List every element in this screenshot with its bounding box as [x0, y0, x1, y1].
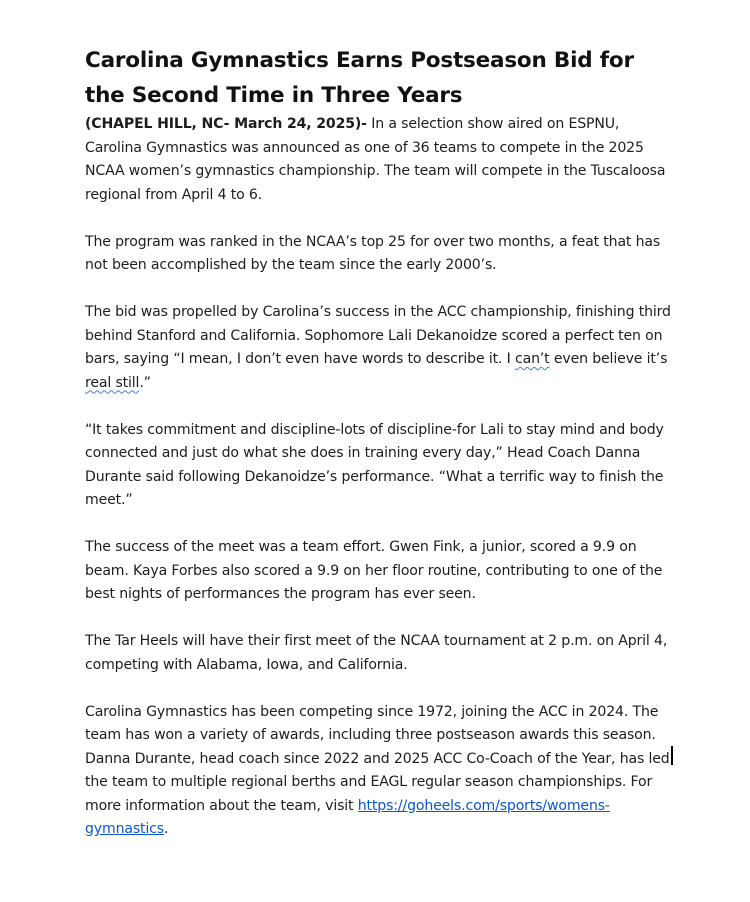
- paragraph-tournament: The Tar Heels will have their first meet of the NCAA tournament at 2 p.m. on April 4, competing with Alabama, Iowa, and California.: [85, 633, 668, 673]
- spellcheck-real-still[interactable]: real still: [85, 374, 140, 391]
- acc-text-b: even believe it’s: [549, 351, 668, 367]
- acc-text-c: .”: [139, 374, 151, 391]
- text-cursor: [671, 746, 673, 765]
- spellcheck-cant[interactable]: can’t: [514, 351, 550, 367]
- team-website-link[interactable]: https://goheels.com/sports/womens-gymnastics: [85, 797, 610, 837]
- paragraph-intro: [85, 113, 675, 207]
- paragraph-ranking: The program was ranked in the NCAA’s top 25 for over two months, a feat that has not been accomplished by the team since the early 2000’s.: [85, 233, 661, 273]
- acc-text-a: The bid was propelled by Carolina’s success in the ACC championship, finishing third behind Stanford and California. Sophomore Lali Dekanoidze scored a perfect ten on bars, saying “I mean, I don’t even have words to describe it. I: [85, 304, 671, 367]
- history-text: Carolina Gymnastics has been competing since 1972, joining the ACC in 2024. The team has won a variety of awards, including three postseason awards this season. Danna Durante, head coach since 2022 and 2025 ACC Co-Coach of the Year, has led the team to multiple regional berths and EAGL regular season championships. For more information about the team, visit: [85, 703, 670, 814]
- intro-text: In a selection show aired on ESPNU, Carolina Gymnastics was announced as one of 36 teams to compete in the 2025 NCAA women’s gymnastics championship. The team will compete in the Tuscaloosa regional from April 4 to 6.: [85, 116, 666, 203]
- paragraph-program-history: [85, 701, 675, 842]
- paragraph-coach-quote: “It takes commitment and discipline-lots of discipline-for Lali to stay mind and body connected and just do what she does in training every day,” Head Coach Danna Durante said following Dekanoidze’s performance. “What a terrific way to finish the meet.”: [85, 421, 664, 508]
- dateline: (CHAPEL HILL, NC- March 24, 2025)-: [85, 116, 367, 132]
- article-title: Carolina Gymnastics Earns Postseason Bid for the Second Time in Three Years: [85, 48, 634, 108]
- paragraph-team-effort: The success of the meet was a team effort. Gwen Fink, a junior, scored a 9.9 on beam. Kaya Forbes also scored a 9.9 on her floor routine, contributing to one of the best nights of performances the program has ever seen.: [85, 539, 663, 602]
- paragraph-acc-championship: [85, 301, 675, 395]
- history-end: .: [163, 821, 169, 837]
- document-body[interactable]: [85, 43, 675, 865]
